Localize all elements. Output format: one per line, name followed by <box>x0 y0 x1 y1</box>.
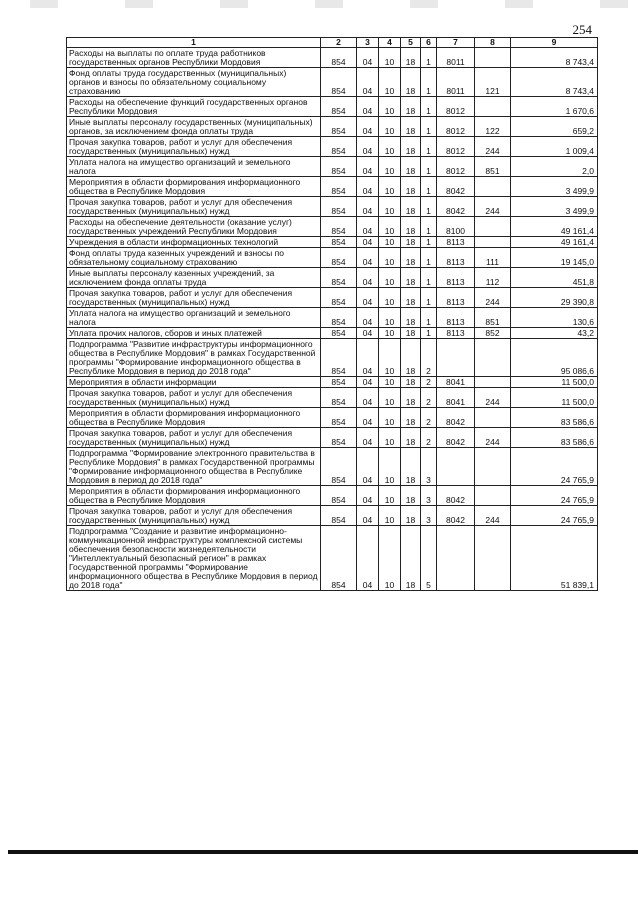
row-name-cell: Мероприятия в области информации <box>67 377 321 388</box>
admin-code-cell: 854 <box>321 97 357 117</box>
table-row <box>67 157 598 177</box>
expense-type-cell <box>475 377 511 388</box>
expense-code-cell: 8113 <box>437 288 475 308</box>
expense-type-cell: 851 <box>475 157 511 177</box>
expense-code-cell: 8042 <box>437 506 475 526</box>
expense-type-cell: 112 <box>475 268 511 288</box>
amount-cell: 11 500,0 <box>511 388 598 408</box>
row-name-cell: Уплата налога на имущество организаций и земельного налога <box>67 308 321 328</box>
admin-code-cell: 854 <box>321 268 357 288</box>
expense-type-cell <box>475 408 511 428</box>
subsection-cell: 10 <box>379 68 401 97</box>
admin-code-cell: 854 <box>321 248 357 268</box>
row-name-cell: Прочая закупка товаров, работ и услуг для обеспечения государственных (муниципальных) нужд <box>67 288 321 308</box>
subsection-cell: 10 <box>379 157 401 177</box>
section-cell: 04 <box>357 388 379 408</box>
subprogram-code-cell: 2 <box>421 377 437 388</box>
section-cell: 04 <box>357 506 379 526</box>
admin-code-cell: 854 <box>321 388 357 408</box>
expense-code-cell: 8113 <box>437 237 475 248</box>
budget-table-body <box>67 48 598 591</box>
amount-cell: 24 765,9 <box>511 506 598 526</box>
expense-code-cell <box>437 526 475 591</box>
expense-code-cell <box>437 448 475 486</box>
section-cell: 04 <box>357 377 379 388</box>
expense-code-cell: 8100 <box>437 217 475 237</box>
expense-type-cell: 244 <box>475 137 511 157</box>
row-name-cell: Прочая закупка товаров, работ и услуг для обеспечения государственных (муниципальных) нужд <box>67 506 321 526</box>
program-code-cell: 18 <box>401 506 421 526</box>
expense-code-cell: 8012 <box>437 137 475 157</box>
row-name-cell: Иные выплаты персоналу казенных учреждений, за исключением фонда оплаты труда <box>67 268 321 288</box>
column-header: 7 <box>437 38 475 48</box>
row-name-cell: Мероприятия в области формирования информационного общества в Республике Мордовия <box>67 486 321 506</box>
amount-cell: 43,2 <box>511 328 598 339</box>
expense-code-cell: 8012 <box>437 117 475 137</box>
subprogram-code-cell: 2 <box>421 428 437 448</box>
expense-type-cell: 244 <box>475 388 511 408</box>
subsection-cell: 10 <box>379 308 401 328</box>
table-row <box>67 48 598 68</box>
program-code-cell: 18 <box>401 97 421 117</box>
subsection-cell: 10 <box>379 486 401 506</box>
expense-code-cell <box>437 339 475 377</box>
subsection-cell: 10 <box>379 408 401 428</box>
admin-code-cell: 854 <box>321 177 357 197</box>
program-code-cell: 18 <box>401 448 421 486</box>
row-name-cell: Подпрограмма "Формирование электронного правительства в Республике Мордовия" в рамках Государственной программы "Формирование информационного общества в Республике Мордовия в период до 2018 года" <box>67 448 321 486</box>
amount-cell: 95 086,6 <box>511 339 598 377</box>
subprogram-code-cell: 3 <box>421 448 437 486</box>
expense-code-cell: 8113 <box>437 248 475 268</box>
section-cell: 04 <box>357 268 379 288</box>
subsection-cell: 10 <box>379 248 401 268</box>
program-code-cell: 18 <box>401 157 421 177</box>
admin-code-cell: 854 <box>321 526 357 591</box>
expense-type-cell: 851 <box>475 308 511 328</box>
page-number: 254 <box>572 22 592 37</box>
subsection-cell: 10 <box>379 97 401 117</box>
program-code-cell: 18 <box>401 217 421 237</box>
subprogram-code-cell: 1 <box>421 217 437 237</box>
section-cell: 04 <box>357 48 379 68</box>
section-cell: 04 <box>357 157 379 177</box>
table-row <box>67 486 598 506</box>
subsection-cell: 10 <box>379 388 401 408</box>
program-code-cell: 18 <box>401 237 421 248</box>
section-cell: 04 <box>357 197 379 217</box>
amount-cell: 24 765,9 <box>511 486 598 506</box>
admin-code-cell: 854 <box>321 448 357 486</box>
amount-cell: 3 499,9 <box>511 177 598 197</box>
amount-cell: 3 499,9 <box>511 197 598 217</box>
admin-code-cell: 854 <box>321 197 357 217</box>
expense-type-cell: 121 <box>475 68 511 97</box>
expense-type-cell <box>475 448 511 486</box>
subsection-cell: 10 <box>379 117 401 137</box>
program-code-cell: 18 <box>401 48 421 68</box>
admin-code-cell: 854 <box>321 428 357 448</box>
program-code-cell: 18 <box>401 486 421 506</box>
table-row <box>67 388 598 408</box>
program-code-cell: 18 <box>401 68 421 97</box>
program-code-cell: 18 <box>401 377 421 388</box>
row-name-cell: Прочая закупка товаров, работ и услуг для обеспечения государственных (муниципальных) нужд <box>67 137 321 157</box>
program-code-cell: 18 <box>401 428 421 448</box>
program-code-cell: 18 <box>401 268 421 288</box>
admin-code-cell: 854 <box>321 288 357 308</box>
subprogram-code-cell: 1 <box>421 157 437 177</box>
table-row <box>67 377 598 388</box>
admin-code-cell: 854 <box>321 339 357 377</box>
table-row <box>67 408 598 428</box>
section-cell: 04 <box>357 328 379 339</box>
program-code-cell: 18 <box>401 388 421 408</box>
subprogram-code-cell: 5 <box>421 526 437 591</box>
subprogram-code-cell: 1 <box>421 268 437 288</box>
row-name-cell: Расходы на обеспечение деятельности (оказание услуг) государственных учреждений Республики Мордовия <box>67 217 321 237</box>
expense-type-cell <box>475 237 511 248</box>
row-name-cell: Расходы на выплаты по оплате труда работников государственных органов Республики Мордовия <box>67 48 321 68</box>
expense-code-cell: 8042 <box>437 486 475 506</box>
subsection-cell: 10 <box>379 268 401 288</box>
amount-cell: 1 009,4 <box>511 137 598 157</box>
row-name-cell: Прочая закупка товаров, работ и услуг для обеспечения государственных (муниципальных) нужд <box>67 388 321 408</box>
column-header: 4 <box>379 38 401 48</box>
admin-code-cell: 854 <box>321 328 357 339</box>
subprogram-code-cell: 1 <box>421 248 437 268</box>
section-cell: 04 <box>357 248 379 268</box>
subsection-cell: 10 <box>379 177 401 197</box>
admin-code-cell: 854 <box>321 68 357 97</box>
table-row <box>67 117 598 137</box>
expense-type-cell <box>475 177 511 197</box>
amount-cell: 11 500,0 <box>511 377 598 388</box>
expense-code-cell: 8041 <box>437 388 475 408</box>
expense-type-cell: 244 <box>475 506 511 526</box>
table-row <box>67 217 598 237</box>
subprogram-code-cell: 1 <box>421 137 437 157</box>
subsection-cell: 10 <box>379 137 401 157</box>
expense-type-cell: 244 <box>475 197 511 217</box>
amount-cell: 49 161,4 <box>511 237 598 248</box>
expense-code-cell: 8042 <box>437 428 475 448</box>
section-cell: 04 <box>357 308 379 328</box>
program-code-cell: 18 <box>401 197 421 217</box>
expense-type-cell: 111 <box>475 248 511 268</box>
expense-type-cell: 122 <box>475 117 511 137</box>
table-row <box>67 248 598 268</box>
section-cell: 04 <box>357 217 379 237</box>
section-cell: 04 <box>357 97 379 117</box>
table-row <box>67 448 598 486</box>
amount-cell: 8 743,4 <box>511 68 598 97</box>
column-header: 5 <box>401 38 421 48</box>
subprogram-code-cell: 1 <box>421 308 437 328</box>
section-cell: 04 <box>357 177 379 197</box>
subsection-cell: 10 <box>379 428 401 448</box>
table-row <box>67 137 598 157</box>
subsection-cell: 10 <box>379 506 401 526</box>
expense-type-cell: 852 <box>475 328 511 339</box>
row-name-cell: Подпрограмма "Создание и развитие информационно-коммуникационной инфраструктуры комплексной системы обеспечения безопасности жизнедеятельности "Интеллектуальный безопасный регион" в рамках Государственной программы "Формирование информационного общества в Республике Мордовия в период до 2018 года" <box>67 526 321 591</box>
table-row <box>67 339 598 377</box>
subprogram-code-cell: 2 <box>421 339 437 377</box>
column-header: 8 <box>475 38 511 48</box>
subsection-cell: 10 <box>379 339 401 377</box>
scan-edge-marks <box>0 0 640 8</box>
budget-table <box>66 37 598 591</box>
amount-cell: 24 765,9 <box>511 448 598 486</box>
expense-code-cell: 8042 <box>437 177 475 197</box>
admin-code-cell: 854 <box>321 486 357 506</box>
expense-code-cell: 8113 <box>437 268 475 288</box>
subprogram-code-cell: 1 <box>421 117 437 137</box>
row-name-cell: Мероприятия в области формирования информационного общества в Республике Мордовия <box>67 177 321 197</box>
row-name-cell: Уплата налога на имущество организаций и земельного налога <box>67 157 321 177</box>
program-code-cell: 18 <box>401 248 421 268</box>
scan-bottom-border <box>8 850 638 854</box>
admin-code-cell: 854 <box>321 377 357 388</box>
section-cell: 04 <box>357 526 379 591</box>
amount-cell: 29 390,8 <box>511 288 598 308</box>
amount-cell: 1 670,6 <box>511 97 598 117</box>
admin-code-cell: 854 <box>321 217 357 237</box>
subsection-cell: 10 <box>379 448 401 486</box>
row-name-cell: Мероприятия в области формирования информационного общества в Республике Мордовия <box>67 408 321 428</box>
section-cell: 04 <box>357 68 379 97</box>
table-row <box>67 328 598 339</box>
row-name-cell: Подпрограмма "Развитие инфраструктуры информационного общества в Республике Мордовия" в рамках Государственной программы "Формирование информационного общества в Республике Мордовия в период до 2018 года" <box>67 339 321 377</box>
admin-code-cell: 854 <box>321 137 357 157</box>
amount-cell: 83 586,6 <box>511 428 598 448</box>
admin-code-cell: 854 <box>321 308 357 328</box>
admin-code-cell: 854 <box>321 117 357 137</box>
table-row <box>67 506 598 526</box>
subprogram-code-cell: 1 <box>421 197 437 217</box>
row-name-cell: Прочая закупка товаров, работ и услуг для обеспечения государственных (муниципальных) нужд <box>67 197 321 217</box>
expense-code-cell: 8113 <box>437 308 475 328</box>
admin-code-cell: 854 <box>321 48 357 68</box>
amount-cell: 51 839,1 <box>511 526 598 591</box>
program-code-cell: 18 <box>401 408 421 428</box>
subsection-cell: 10 <box>379 328 401 339</box>
expense-code-cell: 8041 <box>437 377 475 388</box>
row-name-cell: Учреждения в области информационных технологий <box>67 237 321 248</box>
expense-code-cell: 8042 <box>437 197 475 217</box>
expense-type-cell <box>475 97 511 117</box>
section-cell: 04 <box>357 428 379 448</box>
section-cell: 04 <box>357 117 379 137</box>
section-cell: 04 <box>357 137 379 157</box>
subprogram-code-cell: 1 <box>421 48 437 68</box>
subprogram-code-cell: 1 <box>421 68 437 97</box>
row-name-cell: Уплата прочих налогов, сборов и иных платежей <box>67 328 321 339</box>
table-row <box>67 268 598 288</box>
program-code-cell: 18 <box>401 308 421 328</box>
table-row <box>67 526 598 591</box>
table-row <box>67 177 598 197</box>
subprogram-code-cell: 2 <box>421 408 437 428</box>
amount-cell: 8 743,4 <box>511 48 598 68</box>
expense-type-cell <box>475 217 511 237</box>
program-code-cell: 18 <box>401 177 421 197</box>
section-cell: 04 <box>357 486 379 506</box>
admin-code-cell: 854 <box>321 237 357 248</box>
subsection-cell: 10 <box>379 237 401 248</box>
column-header: 3 <box>357 38 379 48</box>
table-row <box>67 68 598 97</box>
admin-code-cell: 854 <box>321 408 357 428</box>
row-name-cell: Фонд оплаты труда казенных учреждений и взносы по обязательному социальному страхованию <box>67 248 321 268</box>
section-cell: 04 <box>357 408 379 428</box>
table-row <box>67 97 598 117</box>
expense-code-cell: 8012 <box>437 157 475 177</box>
column-header: 2 <box>321 38 357 48</box>
section-cell: 04 <box>357 339 379 377</box>
program-code-cell: 18 <box>401 339 421 377</box>
column-header: 1 <box>67 38 321 48</box>
amount-cell: 83 586,6 <box>511 408 598 428</box>
amount-cell: 49 161,4 <box>511 217 598 237</box>
program-code-cell: 18 <box>401 328 421 339</box>
subsection-cell: 10 <box>379 48 401 68</box>
header-row <box>67 38 598 48</box>
program-code-cell: 18 <box>401 526 421 591</box>
expense-type-cell <box>475 48 511 68</box>
subprogram-code-cell: 2 <box>421 388 437 408</box>
expense-type-cell <box>475 486 511 506</box>
subprogram-code-cell: 1 <box>421 97 437 117</box>
expense-type-cell: 244 <box>475 288 511 308</box>
table-row <box>67 197 598 217</box>
subsection-cell: 10 <box>379 288 401 308</box>
admin-code-cell: 854 <box>321 506 357 526</box>
subsection-cell: 10 <box>379 217 401 237</box>
expense-type-cell <box>475 339 511 377</box>
column-header: 6 <box>421 38 437 48</box>
amount-cell: 451,8 <box>511 268 598 288</box>
expense-type-cell <box>475 526 511 591</box>
expense-code-cell: 8012 <box>437 97 475 117</box>
expense-code-cell: 8011 <box>437 48 475 68</box>
subprogram-code-cell: 1 <box>421 288 437 308</box>
section-cell: 04 <box>357 237 379 248</box>
program-code-cell: 18 <box>401 288 421 308</box>
expense-code-cell: 8011 <box>437 68 475 97</box>
column-header: 9 <box>511 38 598 48</box>
subsection-cell: 10 <box>379 377 401 388</box>
subprogram-code-cell: 1 <box>421 177 437 197</box>
table-row <box>67 308 598 328</box>
section-cell: 04 <box>357 288 379 308</box>
admin-code-cell: 854 <box>321 157 357 177</box>
program-code-cell: 18 <box>401 117 421 137</box>
expense-type-cell: 244 <box>475 428 511 448</box>
table-row <box>67 237 598 248</box>
section-cell: 04 <box>357 448 379 486</box>
program-code-cell: 18 <box>401 137 421 157</box>
amount-cell: 2,0 <box>511 157 598 177</box>
table-row <box>67 288 598 308</box>
row-name-cell: Фонд оплаты труда государственных (муниципальных) органов и взносы по обязательному социальному страхованию <box>67 68 321 97</box>
expense-code-cell: 8113 <box>437 328 475 339</box>
amount-cell: 19 145,0 <box>511 248 598 268</box>
subprogram-code-cell: 3 <box>421 506 437 526</box>
subprogram-code-cell: 1 <box>421 328 437 339</box>
row-name-cell: Прочая закупка товаров, работ и услуг для обеспечения государственных (муниципальных) нужд <box>67 428 321 448</box>
subsection-cell: 10 <box>379 197 401 217</box>
expense-code-cell: 8042 <box>437 408 475 428</box>
subsection-cell: 10 <box>379 526 401 591</box>
amount-cell: 130,6 <box>511 308 598 328</box>
row-name-cell: Расходы на обеспечение функций государственных органов Республики Мордовия <box>67 97 321 117</box>
subprogram-code-cell: 1 <box>421 237 437 248</box>
subprogram-code-cell: 3 <box>421 486 437 506</box>
table-row <box>67 428 598 448</box>
amount-cell: 659,2 <box>511 117 598 137</box>
row-name-cell: Иные выплаты персоналу государственных (муниципальных) органов, за исключением фонда оплаты труда <box>67 117 321 137</box>
